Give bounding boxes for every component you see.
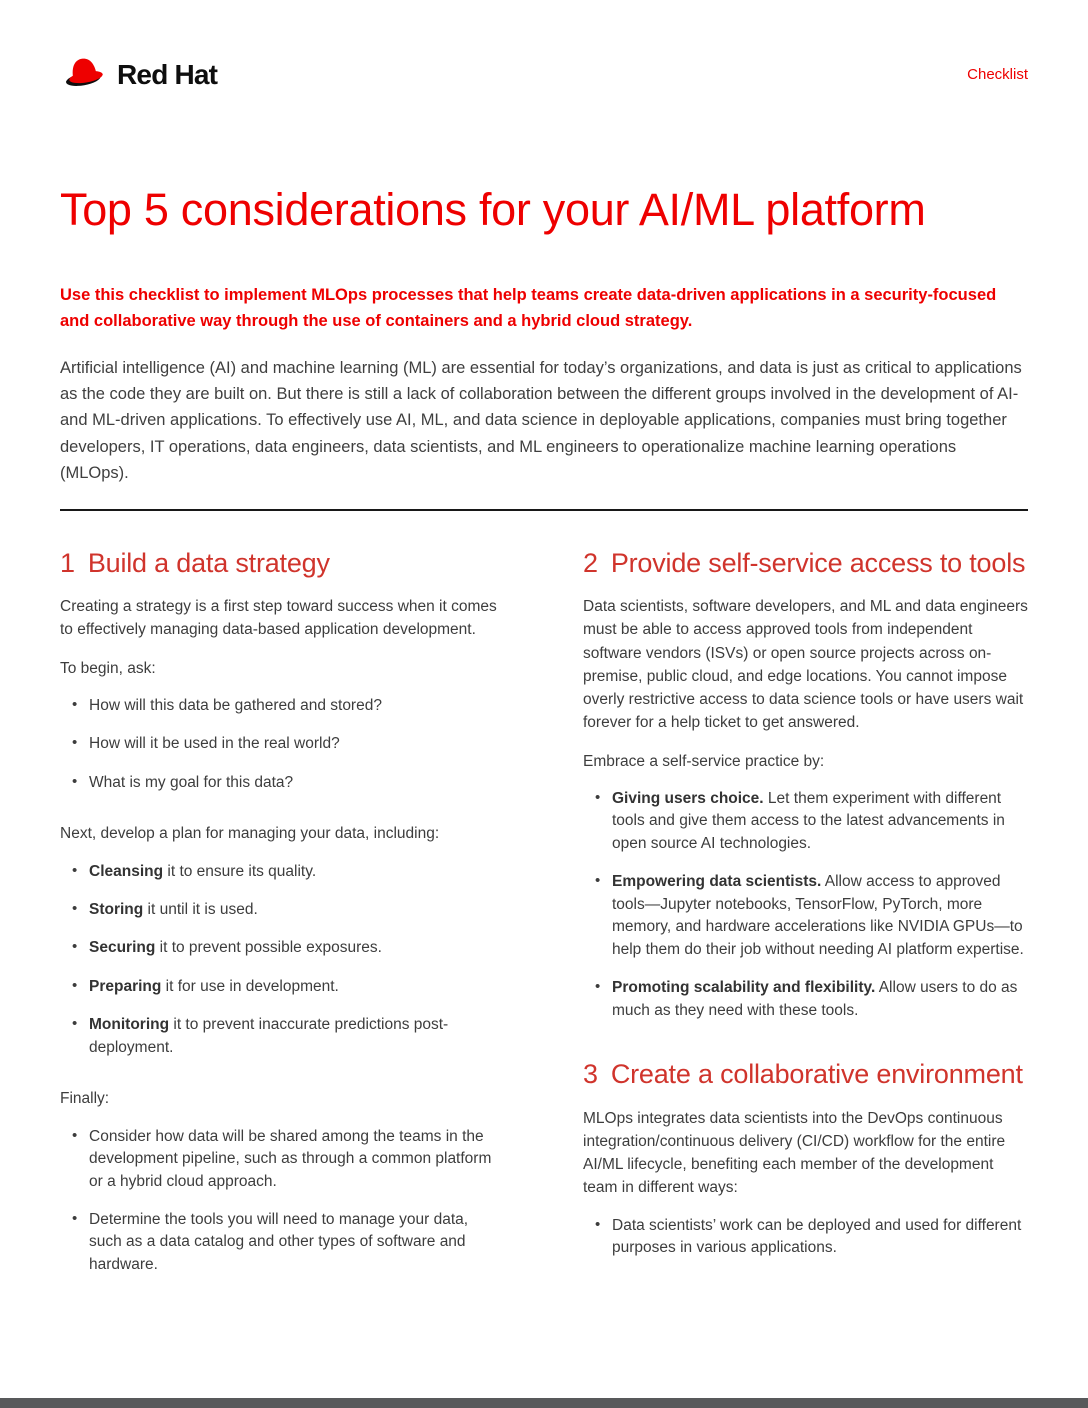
brand-wordmark: Red Hat — [117, 59, 218, 90]
section-2-number: 2 — [583, 547, 598, 578]
list-item: • Empowering data scientists. Allow access to approved tools—Jupyter notebooks, TensorFlow, PyTorch, more memory, and hardware accelerations like NVIDIA GPUs—to help them do their job without needing AI platform expertise. — [595, 871, 1028, 961]
page-header — [60, 54, 1028, 96]
bullet-list-practices — [595, 788, 1028, 1022]
paragraph: Embrace a self-service practice by: — [583, 752, 825, 770]
list-item: • Promoting scalability and flexibility. Allow users to do as much as they need with these tools. — [595, 977, 1028, 1022]
list-item: • Cleansing it to ensure its quality. — [72, 861, 505, 883]
paragraph: Data scientists, software developers, and ML and data engineers must be able to access approved tools from independent software vendors (ISVs) or open source projects across on-premise, public cloud, and edge locations. You cannot impose overly restrictive access to data science tools or have users wait forever for a help ticket to get answered. — [583, 598, 1028, 732]
section-3-number: 3 — [583, 1059, 598, 1090]
list-item: • Securing it to prevent possible exposures. — [72, 937, 505, 959]
intro-emphasis: Use this checklist to implement MLOps processes that help teams create data-driven applications in a security-focused and collaborative way through the use of containers and a hybrid cloud strategy. — [60, 285, 997, 331]
section-3-heading: 3 Create a collaborative environment — [583, 1059, 1023, 1090]
list-item: • How will it be used in the real world? — [72, 733, 505, 755]
intro-paragraph: Artificial intelligence (AI) and machine learning (ML) are essential for today’s organizations, and data is just as critical to applications as the code they are built on. But there is still a lack of collaboration between the different groups involved in the development of AI- and ML-driven applications. To effectively use AI, ML, and data science in deployable applications, companies must bring together developers, IT operations, data engineers, data scientists, and ML engineers to operationalize machine learning operations (MLOps). — [60, 358, 1022, 483]
list-item: • Consider how data will be shared among the teams in the development pipeline, such as through a common platform or a hybrid cloud approach. — [72, 1126, 505, 1193]
paragraph: To begin, ask: — [60, 659, 156, 677]
paragraph: MLOps integrates data scientists into the DevOps continuous integration/continuous delivery (CI/CD) workflow for the entire AI/ML lifecycle, benefiting each member of the development team in different ways: — [583, 1109, 1006, 1197]
paragraph: Finally: — [60, 1090, 110, 1108]
section-2-heading: 2 Provide self-service access to tools — [583, 547, 1026, 578]
list-item: • Determine the tools you will need to manage your data, such as a data catalog and other types of software and hardware. — [72, 1209, 505, 1276]
list-item: • How will this data be gathered and stored? — [72, 695, 505, 717]
bullet-list-benefits — [595, 1215, 1028, 1260]
paragraph: Next, develop a plan for managing your data, including: — [60, 825, 440, 843]
list-item: • Storing it until it is used. — [72, 899, 505, 921]
doc-type-label: Checklist — [967, 66, 1028, 83]
section-1-heading: 1 Build a data strategy — [60, 547, 330, 578]
list-item: • Preparing it for use in development. — [72, 976, 505, 998]
right-column — [583, 511, 1028, 1297]
page-title: Top 5 considerations for your AI/ML platform — [60, 184, 926, 235]
list-item: • What is my goal for this data? — [72, 772, 505, 794]
page-edge-bar — [0, 1398, 1088, 1408]
bullet-list-ask — [72, 695, 505, 794]
section-1-number: 1 — [60, 547, 75, 578]
redhat-fedora-icon — [60, 54, 108, 96]
left-column — [60, 511, 505, 1297]
list-item: • Monitoring it to prevent inaccurate predictions post-deployment. — [72, 1014, 505, 1059]
content-columns — [60, 511, 1028, 1297]
bullet-list-finally — [72, 1126, 505, 1277]
list-item: • Giving users choice. Let them experiment with different tools and give them access to the latest advancements in open source AI technologies. — [595, 788, 1028, 855]
paragraph: Creating a strategy is a first step toward success when it comes to effectively managing data-based application development. — [60, 598, 497, 639]
bullet-list-plan — [72, 861, 505, 1060]
list-item: • Data scientists’ work can be deployed and used for different purposes in various applications. — [595, 1215, 1028, 1260]
redhat-logo — [60, 54, 217, 96]
